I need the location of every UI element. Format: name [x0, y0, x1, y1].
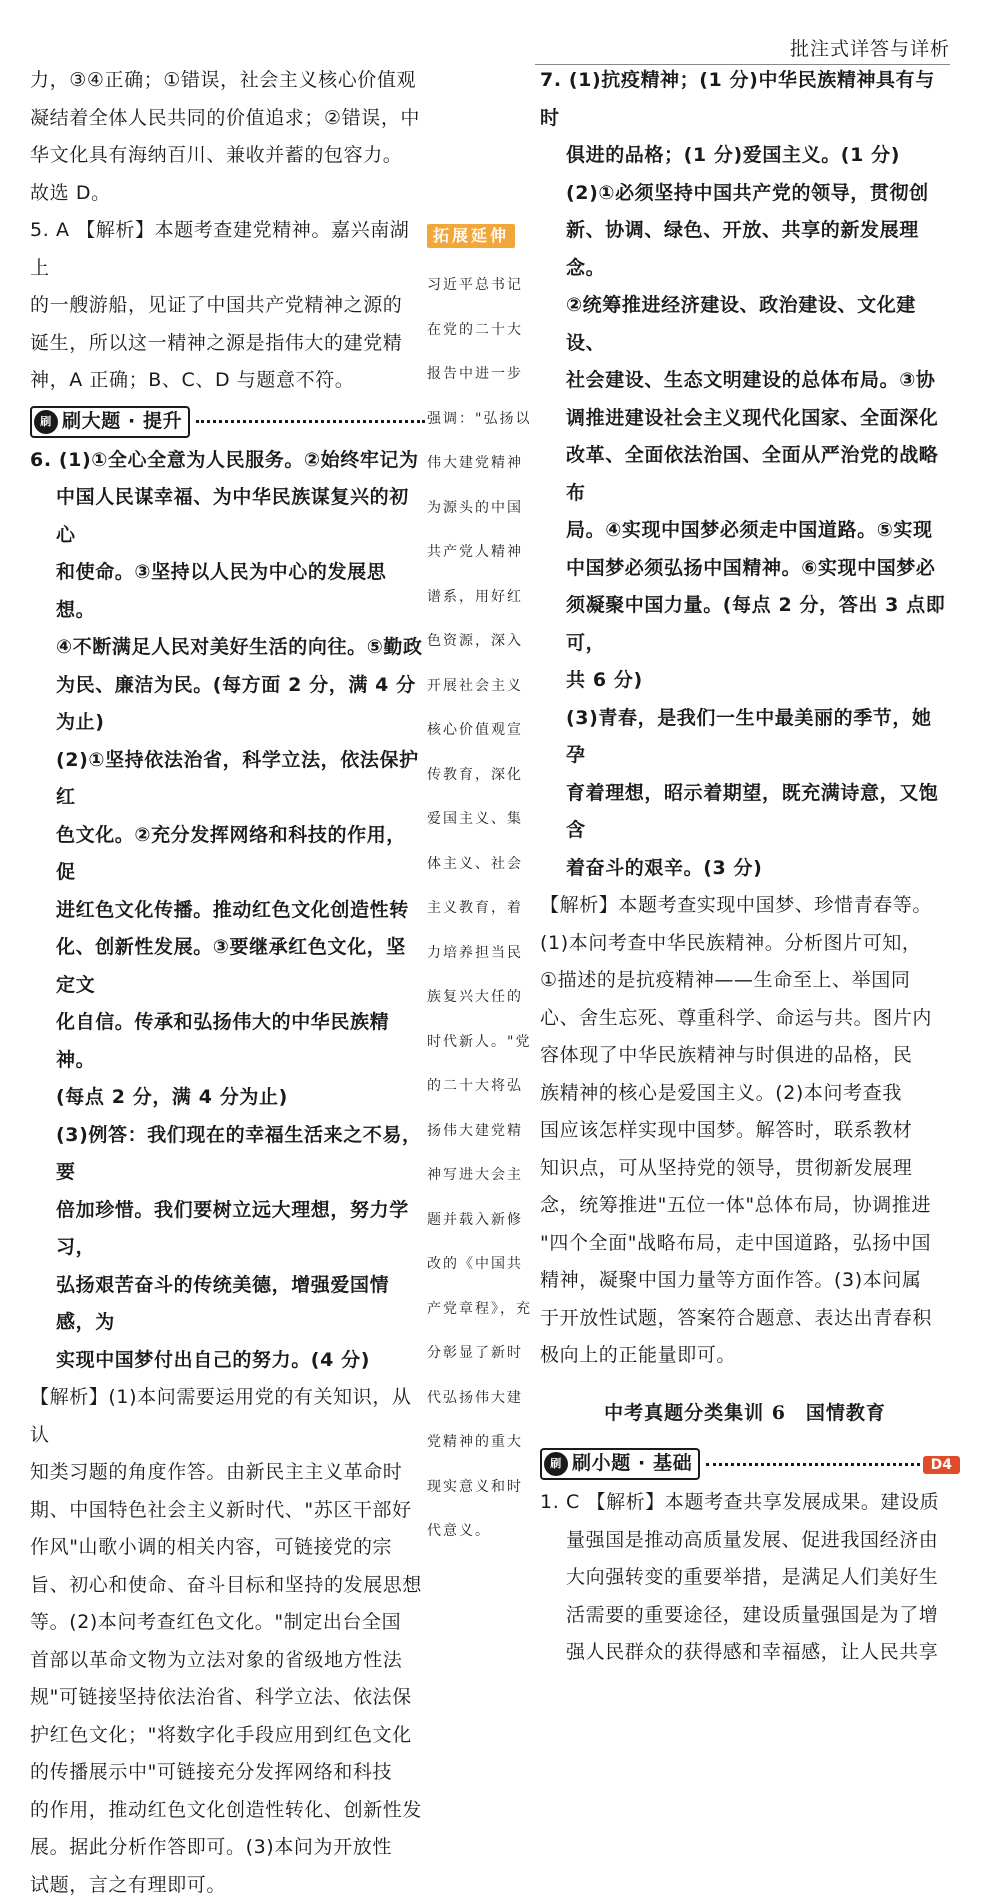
text-line: 须凝聚中国力量。(每点 2 分，答出 3 点即可，: [540, 587, 950, 662]
text-line: 族精神的核心是爱国主义。(2)本问考查我: [540, 1075, 950, 1113]
text-line: 的传播展示中"可链接充分发挥网络和科技: [30, 1754, 425, 1792]
text-line: 产党章程》，充: [427, 1294, 535, 1325]
right-column: [540, 62, 950, 1672]
section-header-advanced: [30, 402, 425, 442]
text-line: 神写进大会主: [427, 1160, 535, 1191]
text-line: (3)例答：我们现在的幸福生活来之不易，要: [30, 1117, 425, 1192]
brush-icon: 刷: [544, 1452, 568, 1476]
section-badge: [30, 406, 190, 438]
text-line: 精神，凝聚中国力量等方面作答。(3)本问属: [540, 1262, 950, 1300]
q6-analysis: [30, 1379, 425, 1904]
text-line: 的作用，推动红色文化创造性转化、创新性发: [30, 1792, 425, 1830]
text-line: 中国梦必须弘扬中国精神。⑥实现中国梦必: [540, 550, 950, 588]
text-line: 习近平总书记: [427, 270, 535, 301]
text-line: 等。(2)本问考查红色文化。"制定出台全国: [30, 1604, 425, 1642]
text-line: 知类习题的角度作答。由新民主主义革命时: [30, 1454, 425, 1492]
text-line: 党精神的重大: [427, 1427, 535, 1458]
text-line: 极向上的正能量即可。: [540, 1337, 950, 1375]
text-line: 时代新人。"党: [427, 1027, 535, 1058]
text-line: "四个全面"战略布局，走中国道路，弘扬中国: [540, 1225, 950, 1263]
text-line: 育着理想，昭示着期望，既充满诗意，又饱含: [540, 775, 950, 850]
text-line: (2)①坚持依法治省，科学立法，依法保护红: [30, 742, 425, 817]
text-line: 力培养担当民: [427, 938, 535, 969]
text-line: 旨、初心和使命、奋斗目标和坚持的发展思想: [30, 1567, 425, 1605]
text-line: 护红色文化；"将数字化手段应用到红色文化: [30, 1717, 425, 1755]
text-line: 的一艘游船，见证了中国共产党精神之源的: [30, 287, 425, 325]
text-line: 国应该怎样实现中国梦。解答时，联系教材: [540, 1112, 950, 1150]
text-line: 调推进建设社会主义现代化国家、全面深化: [540, 400, 950, 438]
text-line: 期、中国特色社会主义新时代、"苏区干部好: [30, 1492, 425, 1530]
text-line: (1)本问考查中华民族精神。分析图片可知，: [540, 925, 950, 963]
text-line: 共 6 分): [540, 662, 950, 700]
brush-icon: 刷: [34, 410, 58, 434]
text-line: 共产党人精神: [427, 537, 535, 568]
text-line: ①描述的是抗疫精神——生命至上、举国同: [540, 962, 950, 1000]
text-line: 进红色文化传播。推动红色文化创造性转: [30, 892, 425, 930]
text-line: 容体现了中华民族精神与时俱进的品格，民: [540, 1037, 950, 1075]
text-line: 爱国主义、集: [427, 804, 535, 835]
text-line: 分彰显了新时: [427, 1338, 535, 1369]
text-line: 活需要的重要途径，建设质量强国是为了增: [540, 1597, 950, 1635]
left-column: [30, 62, 425, 1904]
text-line: ④不断满足人民对美好生活的向往。⑤勤政: [30, 629, 425, 667]
text-line: 6. (1)①全心全意为人民服务。②始终牢记为: [30, 442, 425, 480]
text-line: 诞生，所以这一精神之源是指伟大的建党精: [30, 325, 425, 363]
text-line: 实现中国梦付出自己的努力。(4 分): [30, 1342, 425, 1380]
text-line: 【解析】(1)本问需要运用党的有关知识，从认: [30, 1379, 425, 1454]
section-label: 刷小题 · 基础: [572, 1445, 692, 1483]
text-line: 族复兴大任的: [427, 982, 535, 1013]
text-line: 改的《中国共: [427, 1249, 535, 1280]
page-header-title: 批注式详答与详析: [790, 34, 950, 61]
extension-sidebar: [427, 222, 535, 1561]
text-line: 体主义、社会: [427, 849, 535, 880]
text-line: (3)青春，是我们一生中最美丽的季节，她孕: [540, 700, 950, 775]
text-line: 故选 D。: [30, 175, 425, 213]
text-line: 改革、全面依法治国、全面从严治党的战略布: [540, 437, 950, 512]
section-header-basic: [540, 1444, 950, 1484]
text-line: 中国人民谋幸福、为中华民族谋复兴的初心: [30, 479, 425, 554]
q7-answer: [540, 62, 950, 887]
text-line: 规"可链接坚持依法治省、科学立法、依法保: [30, 1679, 425, 1717]
chapter-title: 中考真题分类集训 6 国情教育: [540, 1395, 950, 1433]
text-line: 题并载入新修: [427, 1205, 535, 1236]
text-line: 首部以革命文物为立法对象的省级地方性法: [30, 1642, 425, 1680]
text-line: 华文化具有海纳百川、兼收并蓄的包容力。: [30, 137, 425, 175]
text-line: 量强国是推动高质量发展、促进我国经济由: [540, 1522, 950, 1560]
text-line: (2)①必须坚持中国共产党的领导，贯彻创: [540, 175, 950, 213]
text-line: 着奋斗的艰辛。(3 分): [540, 850, 950, 888]
text-line: 在党的二十大: [427, 315, 535, 346]
text-line: 展。据此分析作答即可。(3)本问为开放性: [30, 1829, 425, 1867]
text-line: 伟大建党精神: [427, 448, 535, 479]
sidebar-text: [427, 270, 535, 1547]
dotted-divider: [196, 420, 425, 423]
text-line: 代弘扬伟大建: [427, 1383, 535, 1414]
text-line: 报告中进一步: [427, 359, 535, 390]
text-line: 于开放性试题，答案符合题意、表达出青春积: [540, 1300, 950, 1338]
q7-analysis: [540, 887, 950, 1375]
text-line: 开展社会主义: [427, 671, 535, 702]
text-line: 色文化。②充分发挥网络和科技的作用，促: [30, 817, 425, 892]
text-line: 化、创新性发展。③要继承红色文化，坚定文: [30, 929, 425, 1004]
text-line: 主义教育，着: [427, 893, 535, 924]
q6-answer: [30, 442, 425, 1380]
text-line: 强人民群众的获得感和幸福感，让人民共享: [540, 1634, 950, 1672]
text-line: 为民、廉洁为民。(每方面 2 分，满 4 分为止): [30, 667, 425, 742]
text-line: 强调："弘扬以: [427, 404, 535, 435]
text-line: 社会建设、生态文明建设的总体布局。③协: [540, 362, 950, 400]
q1-answer: [540, 1484, 950, 1672]
text-line: 俱进的品格；(1 分)爱国主义。(1 分): [540, 137, 950, 175]
text-line: (每点 2 分，满 4 分为止): [30, 1079, 425, 1117]
text-line: 凝结着全体人民共同的价值追求；②错误，中: [30, 100, 425, 138]
section-label: 刷大题 · 提升: [62, 403, 182, 441]
text-line: 神，A 正确；B、C、D 与题意不符。: [30, 362, 425, 400]
text-line: 心、舍生忘死、尊重科学、命运与共。图片内: [540, 1000, 950, 1038]
text-line: 为源头的中国: [427, 493, 535, 524]
text-line: 念，统筹推进"五位一体"总体布局，协调推进: [540, 1187, 950, 1225]
text-line: 传教育，深化: [427, 760, 535, 791]
text-line: 和使命。③坚持以人民为中心的发展思想。: [30, 554, 425, 629]
page-number: D4: [923, 1456, 960, 1474]
section-badge: [540, 1448, 700, 1480]
text-line: 色资源，深入: [427, 626, 535, 657]
text-line: 扬伟大建党精: [427, 1116, 535, 1147]
text-line: ②统筹推进经济建设、政治建设、文化建设、: [540, 287, 950, 362]
text-line: 试题，言之有理即可。: [30, 1867, 425, 1904]
text-line: 局。④实现中国梦必须走中国道路。⑤实现: [540, 512, 950, 550]
text-line: 大向强转变的重要举措，是满足人们美好生: [540, 1559, 950, 1597]
q4-continuation: [30, 62, 425, 212]
text-line: 核心价值观宣: [427, 715, 535, 746]
text-line: 力，③④正确；①错误，社会主义核心价值观: [30, 62, 425, 100]
text-line: 现实意义和时: [427, 1472, 535, 1503]
text-line: 新、协调、绿色、开放、共享的新发展理念。: [540, 212, 950, 287]
text-line: 作风"山歌小调的相关内容，可链接党的宗: [30, 1529, 425, 1567]
sidebar-title: 拓展延伸: [427, 224, 515, 248]
text-line: 知识点，可从坚持党的领导，贯彻新发展理: [540, 1150, 950, 1188]
text-line: 的二十大将弘: [427, 1071, 535, 1102]
text-line: 【解析】本题考查实现中国梦、珍惜青春等。: [540, 887, 950, 925]
text-line: 倍加珍惜。我们要树立远大理想，努力学习，: [30, 1192, 425, 1267]
text-line: 1. C 【解析】本题考查共享发展成果。建设质: [540, 1484, 950, 1522]
dotted-divider: [706, 1463, 950, 1466]
text-line: 代意义。: [427, 1516, 535, 1547]
text-line: 5. A 【解析】本题考查建党精神。嘉兴南湖上: [30, 212, 425, 287]
text-line: 化自信。传承和弘扬伟大的中华民族精神。: [30, 1004, 425, 1079]
text-line: 弘扬艰苦奋斗的传统美德，增强爱国情感，为: [30, 1267, 425, 1342]
text-line: 7. (1)抗疫精神；(1 分)中华民族精神具有与时: [540, 62, 950, 137]
q5-answer: [30, 212, 425, 400]
text-line: 谱系，用好红: [427, 582, 535, 613]
